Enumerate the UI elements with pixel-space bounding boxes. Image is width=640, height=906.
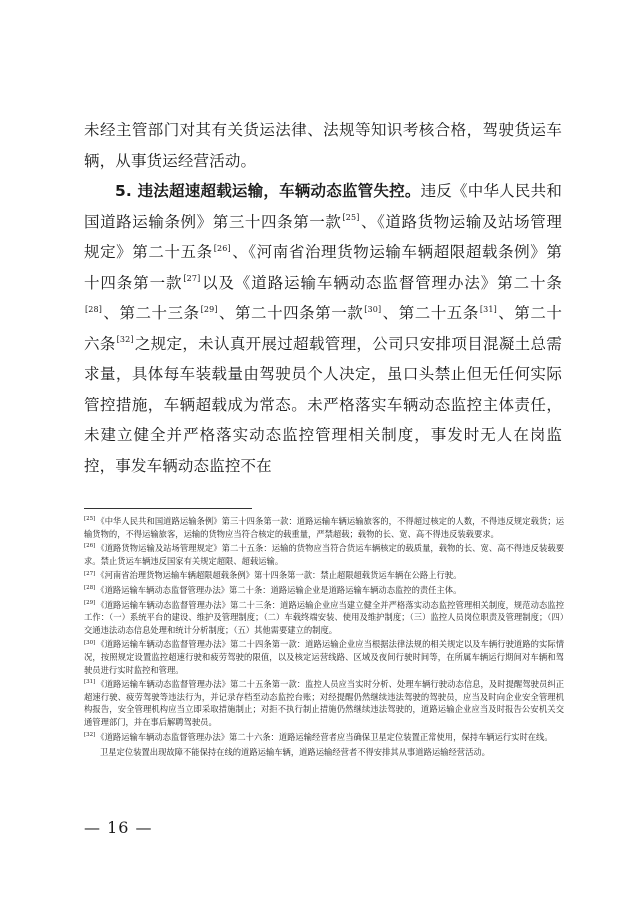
footnote-continuation: 卫星定位装置出现故障不能保持在线的道路运输车辆，道路运输经营者不得安排其从事道路运输经营活动。 (100, 747, 490, 758)
paragraph-item-5: 5. 违法超速超载运输，车辆动态监管失控。违反《中华人民共和国道路运输条例》第三十四条第一款[25]、《道路货物运输及站场管理规定》第二十五条[26]、《河南省治理货物运输车辆超限超载条例》第十四条第一款[27]以及《道路运输车辆动态监督管理办法》第二十条[28]、第二十三条[29]、第二十四条第一款[30]、第二十五条[31]、第二十六条[32]之规定，未认真开展过超载管理，公司只安排项目混凝土总需求量，具体每车装载量由驾驶员个人决定，虽口头禁止但无任何实际管控措施，车辆超载成为常态。未严格落实车辆动态监控主体责任，未建立健全并严格落实动态监控管理相关制度，事发时无人在岗监控，事发车辆动态监控不在 (84, 182, 563, 475)
footnote-29: [29]《道路运输车辆动态监督管理办法》第二十三条：道路运输企业应当建立健全并严格落实动态监控管理相关制度，规范动态监控工作：（一）系统平台的建设、维护及管理制度；（二）车载终端安装、使用及维护制度；（三）监控人员岗位职责及管理制度；（四）交通违法动态信息处理和统计分析制度；（五）其他需要建立的制度。 (84, 599, 564, 635)
footnote-ref-26[interactable]: [26] (213, 243, 231, 253)
footnote-ref-32[interactable]: [32] (116, 335, 134, 345)
footnote-31: [31]《道路运输车辆动态监督管理办法》第二十五条第一款：监控人员应当实时分析、处理车辆行驶动态信息，及时提醒驾驶员纠正超速行驶、疲劳驾驶等违法行为，并记录存档至动态监控台账；对经提醒仍然继续违法驾驶的驾驶员，应当及时向企业安全管理机构报告，安全管理机构应当立即采取措施制止；对拒不执行制止措施仍然继续违法驾驶的，道路运输企业应当及时报告公安机关交通管理部门，并在事后解聘驾驶员。 (84, 679, 564, 727)
footnote-ref-25[interactable]: [25] (342, 213, 360, 223)
paragraph-continuation: 未经主管部门对其有关货运法律、法规等知识考核合格，驾驶货运车辆，从事货运经营活动。 (84, 121, 562, 170)
footnote-ref-27[interactable]: [27] (183, 274, 201, 284)
footnote-27: [27]《河南省治理货物运输车辆超限超载条例》第十四条第一款：禁止超限超载货运车辆在公路上行驶。 (84, 570, 462, 581)
body-text (84, 115, 562, 481)
footnote-ref-29[interactable]: [29] (200, 304, 218, 314)
footnote-divider (84, 508, 252, 509)
item-5-heading: 5. 违法超速超载运输，车辆动态监管失控。 (115, 182, 421, 200)
footnote-28: [28]《道路运输车辆动态监督管理办法》第二十条：道路运输企业是道路运输车辆动态监控的责任主体。 (84, 584, 462, 595)
footnote-ref-28[interactable]: [28] (85, 304, 103, 314)
footnotes (84, 515, 564, 759)
page-number: — 16 — (84, 818, 153, 837)
footnote-ref-31[interactable]: [31] (479, 304, 497, 314)
footnote-ref-30[interactable]: [30] (364, 304, 382, 314)
footnote-30: [30]《道路运输车辆动态监督管理办法》第二十四条第一款：道路运输企业应当根据法律法规的相关规定以及车辆行驶道路的实际情况，按照规定设置监控超速行驶和疲劳驾驶的限值，以及核定运营线路、区域及夜间行驶时间等，在所属车辆运行期间对车辆和驾驶员进行实时监控和管理。 (84, 639, 564, 675)
footnote-32: [32]《道路运输车辆动态监督管理办法》第二十六条：道路运输经营者应当确保卫星定位装置正常使用，保持车辆运行实时在线。 (84, 731, 553, 742)
footnote-26: [26]《道路货物运输及站场管理规定》第二十五条：运输的货物应当符合货运车辆核定的载质量，载物的长、宽、高不得违反装载要求。禁止货运车辆违反国家有关规定超限、超载运输。 (84, 543, 564, 566)
footnote-25: [25]《中华人民共和国道路运输条例》第三十四条第一款：道路运输车辆运输旅客的，不得超过核定的人数，不得违反规定载货；运输货物的，不得运输旅客，运输的货物应当符合核定的载重量，严禁超载；载物的长、宽、高不得违反装载要求。 (84, 516, 564, 539)
